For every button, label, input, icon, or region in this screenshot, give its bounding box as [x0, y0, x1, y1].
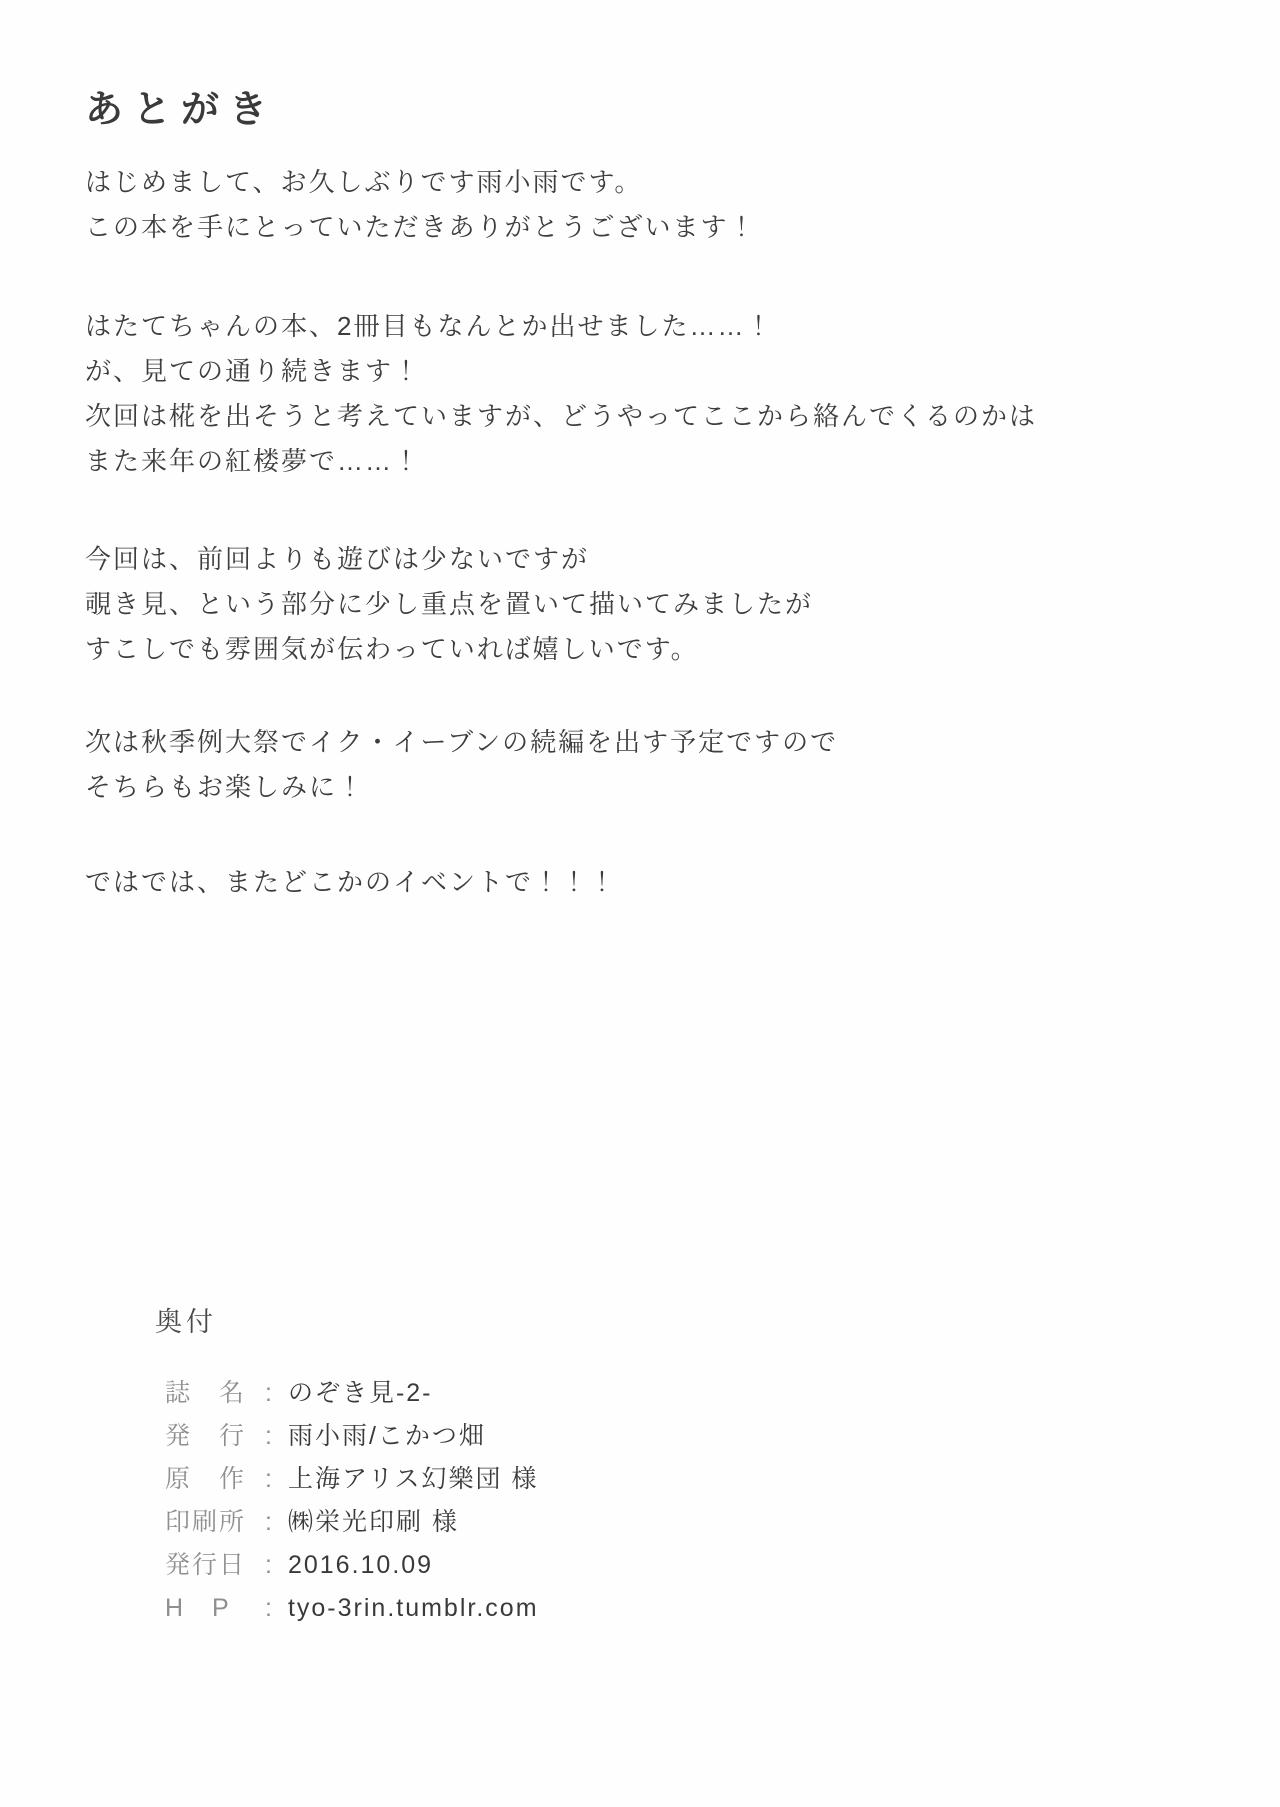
colophon-value: のぞき見-2-: [287, 1379, 433, 1407]
paragraph-theme: [85, 537, 813, 672]
colophon-row-publish-date: [165, 1545, 539, 1588]
text-line: 覗き見、という部分に少し重点を置いて描いてみましたが: [85, 589, 814, 619]
paragraph-next-event: [85, 720, 838, 810]
paragraph-book-news: [85, 304, 1037, 484]
colophon-separator: :: [265, 1594, 274, 1622]
colophon-heading: 奥付: [155, 1307, 217, 1337]
colophon-value: ㈱栄光印刷 様: [287, 1508, 459, 1536]
colophon-value: tyo-3rin.tumblr.com: [287, 1594, 539, 1622]
colophon-separator: :: [265, 1508, 274, 1536]
text-line: 次回は椛を出そうと考えていますが、どうやってここから絡んでくるのかは: [85, 401, 1038, 431]
text-line: 次は秋季例大祭でイク・イーブンの続編を出す予定ですので: [85, 727, 839, 757]
text-line: はじめまして、お久しぶりです雨小雨です。: [85, 167, 643, 197]
colophon-row-original-work: [165, 1459, 539, 1502]
colophon-rows: [165, 1373, 539, 1631]
text-line: この本を手にとっていただきありがとうございます！: [85, 212, 757, 242]
paragraph-greeting: [85, 160, 756, 250]
colophon-separator: :: [265, 1465, 274, 1493]
colophon-label: 誌 名: [165, 1379, 247, 1407]
text-line: 今回は、前回よりも遊びは少ないですが: [85, 544, 590, 574]
text-line: ではでは、またどこかのイベントで！！！: [85, 867, 618, 897]
colophon-label: 発 行: [165, 1422, 247, 1450]
text-line: また来年の紅楼夢で……！: [85, 446, 422, 476]
colophon-value: 上海アリス幻樂団 様: [287, 1465, 539, 1493]
colophon-row-printer: [165, 1502, 539, 1545]
text-line: すこしでも雰囲気が伝わっていれば嬉しいです。: [85, 634, 699, 664]
colophon-row-homepage: [165, 1588, 539, 1631]
text-line: が、見ての通り続きます！: [85, 356, 422, 386]
colophon-separator: :: [265, 1551, 274, 1579]
page-title: あとがき: [85, 89, 278, 131]
colophon-separator: :: [265, 1379, 274, 1407]
colophon-label: 原 作: [165, 1465, 247, 1493]
colophon-value: 2016.10.09: [287, 1551, 434, 1579]
colophon-label: 発行日: [165, 1551, 247, 1579]
colophon: [155, 1300, 539, 1631]
colophon-label: 印刷所: [165, 1508, 247, 1536]
colophon-row-title: [165, 1373, 539, 1416]
colophon-value: 雨小雨/こかつ畑: [287, 1422, 486, 1450]
paragraph-farewell: [85, 860, 617, 905]
colophon-row-publisher: [165, 1416, 539, 1459]
colophon-label: H P: [165, 1594, 231, 1622]
colophon-separator: :: [265, 1422, 274, 1450]
text-line: そちらもお楽しみに！: [85, 772, 366, 802]
text-line: はたてちゃんの本、2冊目もなんとか出せました……！: [85, 311, 774, 341]
